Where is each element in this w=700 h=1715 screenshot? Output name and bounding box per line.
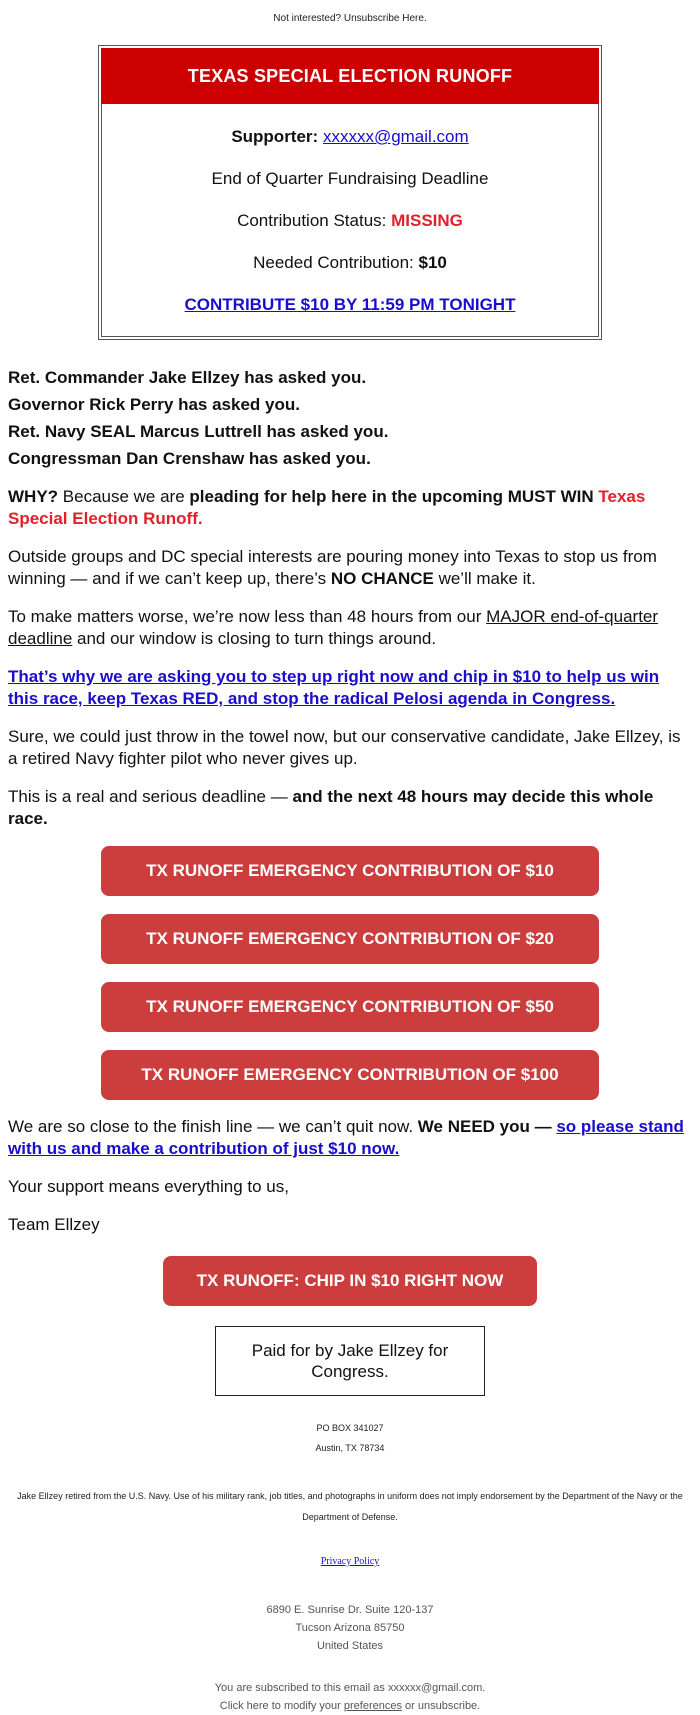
status-value: MISSING: [391, 211, 463, 230]
why-text: Because we are: [58, 487, 190, 506]
why-paragraph: [8, 486, 692, 530]
outside-end: we’ll make it.: [433, 569, 536, 588]
worse-paragraph: [8, 606, 692, 650]
email-body: [0, 364, 700, 830]
supporter-email-link[interactable]: xxxxxx@gmail.com: [322, 127, 469, 146]
asked-line: Ret. Commander Jake Ellzey has asked you.: [8, 368, 367, 387]
ask-link[interactable]: That’s why we are asking you to step up right now and chip in $10 to help us win this race, keep Texas RED, and stop the radical Pelosi agenda in Congress.: [8, 667, 660, 708]
deadline-text: This is a real and serious deadline —: [8, 787, 293, 806]
box-title: TEXAS SPECIAL ELECTION RUNOFF: [101, 48, 599, 104]
supporter-label: Supporter:: [231, 127, 319, 146]
closing-section: [0, 1116, 700, 1236]
needed-value: $10: [418, 253, 447, 272]
worse-text: To make matters worse, we’re now less than 48 hours from our: [8, 607, 487, 626]
asked-line: Congressman Dan Crenshaw has asked you.: [8, 449, 371, 468]
needed-label: Needed Contribution:: [253, 253, 414, 272]
contribute-line: [102, 284, 598, 326]
footer-address-line: United States: [316, 1640, 384, 1652]
worse-underline: MAJOR end-of-quarter deadline: [8, 607, 659, 648]
asked-list: [8, 364, 692, 472]
supporter-line: [102, 116, 598, 158]
why-red: Texas Special Election Runoff.: [8, 487, 646, 528]
chip-in-button[interactable]: TX RUNOFF: CHIP IN $10 RIGHT NOW: [163, 1256, 537, 1306]
close-text: We are so close to the finish line — we can’t quit now.: [8, 1117, 418, 1136]
privacy-policy-link[interactable]: Privacy Policy: [320, 1556, 380, 1567]
privacy-section: [0, 1556, 700, 1567]
asked-line: Governor Rick Perry has asked you.: [8, 395, 300, 414]
contribution-buttons: [0, 846, 700, 1100]
contribute-50-button[interactable]: TX RUNOFF EMERGENCY CONTRIBUTION OF $50: [101, 982, 599, 1032]
close-bold: We NEED you —: [417, 1117, 557, 1136]
po-box-address: [0, 1418, 700, 1458]
address-line: PO BOX 341027: [316, 1423, 384, 1433]
footer-address-line: Tucson Arizona 85750: [295, 1622, 405, 1634]
modify-prefix: Click here to modify your: [219, 1700, 344, 1712]
deadline-paragraph: [8, 786, 692, 830]
close-link[interactable]: so please stand with us and make a contribution of just $10 now.: [8, 1117, 684, 1158]
box-body: [101, 104, 599, 337]
worse-end: and our window is closing to turn things around.: [72, 629, 437, 648]
why-label: WHY?: [8, 487, 59, 506]
deadline-bold: and the next 48 hours may decide this whole race.: [8, 787, 654, 828]
ask-paragraph: [8, 666, 692, 710]
preferences-link[interactable]: preferences: [343, 1700, 402, 1712]
status-label: Contribution Status:: [237, 211, 387, 230]
runoff-status-box: [98, 45, 602, 340]
signature: Team Ellzey: [8, 1215, 100, 1234]
contribute-100-button[interactable]: TX RUNOFF EMERGENCY CONTRIBUTION OF $100: [101, 1050, 599, 1100]
outside-text: Outside groups and DC special interests are pouring money into Texas to stop us from winning — and if we can’t keep up, there’s: [8, 547, 657, 588]
contribute-20-button[interactable]: TX RUNOFF EMERGENCY CONTRIBUTION OF $20: [101, 914, 599, 964]
why-bold: pleading for help here in the upcoming MUST WIN: [189, 487, 594, 506]
mailing-address: [0, 1601, 700, 1655]
paid-for-box: Paid for by Jake Ellzey for Congress.: [215, 1326, 485, 1396]
military-disclaimer: Jake Ellzey retired from the U.S. Navy. Use of his military rank, job titles, and photographs in uniform does not imply endorsement by the Department of the Navy or the Department of Defense.: [17, 1491, 683, 1522]
needed-line: [102, 242, 598, 284]
outside-bold: NO CHANCE: [330, 569, 434, 588]
deadline-line: End of Quarter Fundraising Deadline: [211, 169, 489, 188]
support-paragraph: Your support means everything to us,: [8, 1177, 289, 1196]
subscription-notice: [0, 1679, 700, 1715]
contribute-link[interactable]: CONTRIBUTE $10 BY 11:59 PM TONIGHT: [184, 295, 516, 314]
modify-line: [0, 1697, 700, 1715]
close-paragraph: [8, 1116, 692, 1160]
subscribed-text: You are subscribed to this email as xxxxxx@gmail.com.: [214, 1682, 486, 1694]
asked-line: Ret. Navy SEAL Marcus Luttrell has asked you.: [8, 422, 389, 441]
status-line: [102, 200, 598, 242]
address-line: Austin, TX 78734: [315, 1443, 385, 1453]
outside-paragraph: [8, 546, 692, 590]
modify-suffix[interactable]: or unsubscribe.: [401, 1700, 481, 1712]
footer-address-line: 6890 E. Sunrise Dr. Suite 120-137: [266, 1604, 434, 1616]
unsubscribe-link[interactable]: Not interested? Unsubscribe Here.: [273, 13, 427, 24]
contribute-10-button[interactable]: TX RUNOFF EMERGENCY CONTRIBUTION OF $10: [101, 846, 599, 896]
sure-paragraph: Sure, we could just throw in the towel now, but our conservative candidate, Jake Ellzey, is a retired Navy fighter pilot who never gives up.: [8, 727, 681, 768]
